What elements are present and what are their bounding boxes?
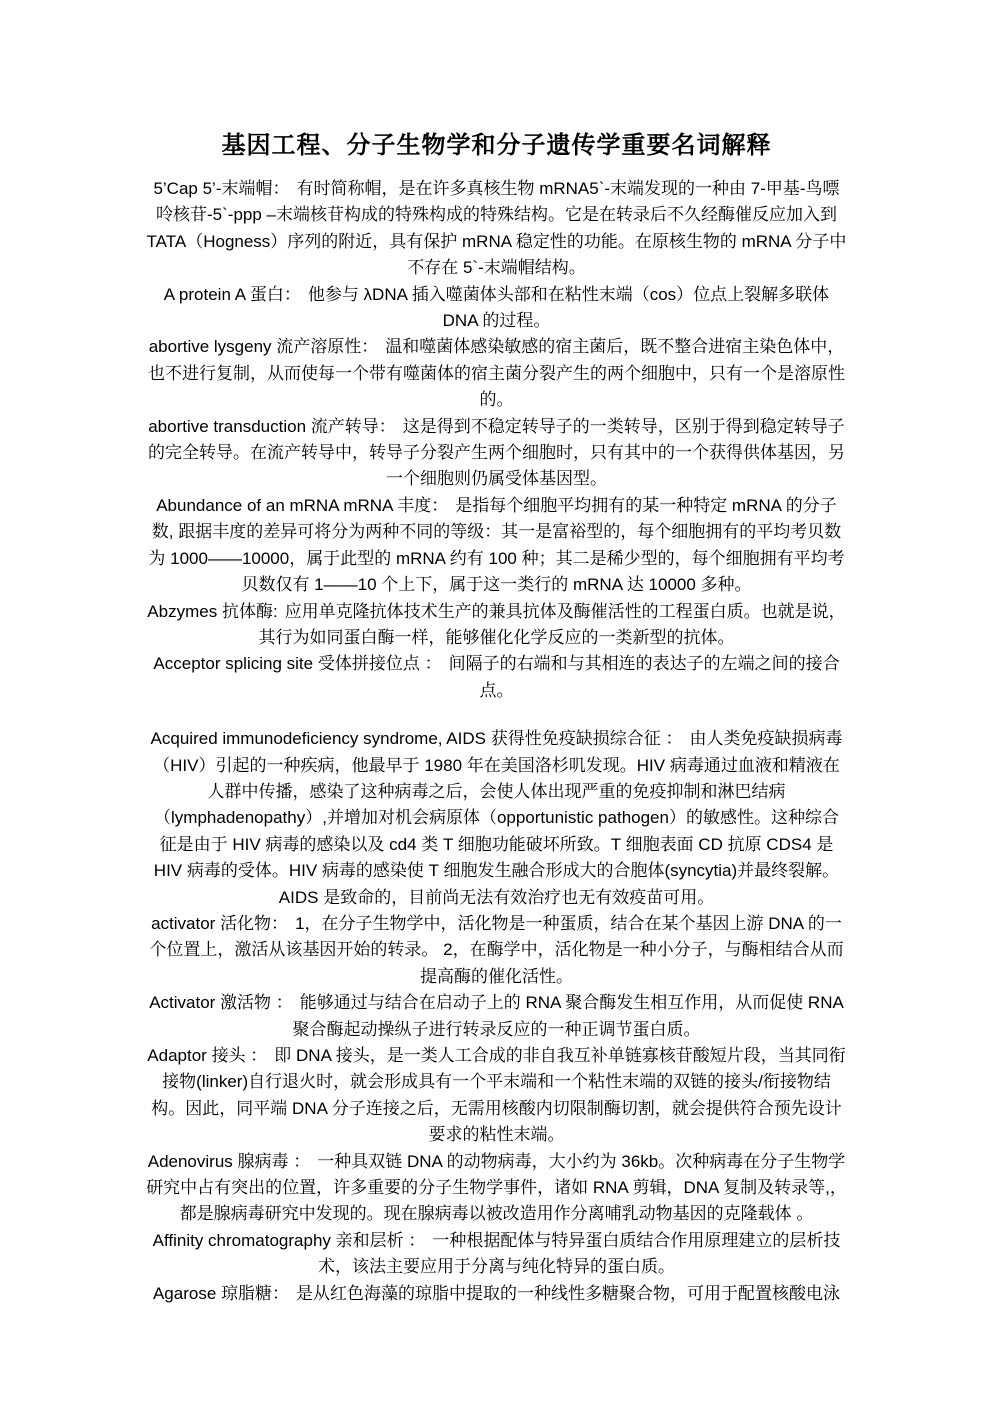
glossary-entry xyxy=(146,911,847,990)
entry-term-en: Acceptor splicing site xyxy=(153,654,314,674)
entry-term-en: Acquired immunodeficiency syndrome, AIDS xyxy=(150,729,486,749)
entry-definition: 间隔子的右端和与其相连的表达子的左端之间的接合点。 xyxy=(448,654,840,700)
glossary-entry xyxy=(146,726,847,911)
entry-term-zh: 获得性免疫缺损综合征 ： xyxy=(490,729,683,749)
entry-definition: 一种具双链 DNA 的动物病毒，大小约为 36kb。次种病毒在分子生物学研究中占有突出的位置，许多重要的分子生物学事件，诸如 RNA 剪辑，DNA 复制及转录等,，都是腺病毒研究中发现的。现在腺病毒以被改造用作分离哺乳动物基因的克隆载体 。 xyxy=(146,1151,847,1224)
entry-definition: 一种根据配体与特异蛋白质结合作用原理建立的层析技术，该法主要应用于分离与纯化特异的蛋白质。 xyxy=(318,1230,841,1277)
entry-definition: 他参与 λDNA 插入噬菌体头部和在粘性末端（cos）位点上裂解多联体 DNA 的过程。 xyxy=(307,284,830,331)
entry-term-zh: A 蛋白： xyxy=(234,284,301,304)
glossary-entry xyxy=(146,990,847,1043)
entry-definition: 能够通过与结合在启动子上的 RNA 聚合酶发生相互作用，从而促使 RNA 聚合酶起动操纵子进行转录反应的一种正调节蛋白质。 xyxy=(292,993,844,1039)
entry-term-zh: 流产溶原性： xyxy=(276,337,379,357)
glossary-entry xyxy=(146,599,847,652)
entry-definition: 温和噬菌体感染敏感的宿主菌后，既不整合进宿主染色体中，也不进行复制，从而使每一个带有噬菌体的宿主菌分裂产生的两个细胞中，只有一个是溶原性的。 xyxy=(148,337,845,410)
entry-term-zh: 腺病毒 ： xyxy=(237,1151,311,1171)
glossary-entry xyxy=(146,176,847,282)
glossary-entry xyxy=(146,282,847,335)
entry-definition: 这是得到不稳定转导子的一类转导，区别于得到稳定转导子的完全转导。在流产转导中，转导子分裂产生两个细胞时，只有其中的一个获得供体基因，另一个细胞则仍属受体基因型。 xyxy=(148,416,845,489)
glossary-entry xyxy=(146,493,847,599)
entry-term-zh: 亲和层析 ： xyxy=(335,1230,426,1250)
glossary-entry xyxy=(146,651,847,704)
entry-term-zh: 接头 ： xyxy=(211,1046,268,1065)
entry-term-zh: 琼脂糖： xyxy=(221,1283,290,1303)
entry-term-en: A protein xyxy=(163,284,231,304)
entry-definition: 是从红色海藻的琼脂中提取的一种线性多糖聚合物，可用于配置核酸电泳 xyxy=(296,1283,841,1303)
entry-term-en: 5’Cap xyxy=(153,179,198,198)
entry-definition: 有时简称帽，是在许多真核生物 mRNA5`-末端发现的一种由 7-甲基-鸟嘌呤核苷-5`-ppp –末端核苷构成的特殊构成的特殊结构。它是在转录后不久经酶催反应加入到 TATA（Hogness）序列的附近，具有保护 mRNA 稳定性的功能。在原核生物的 mRNA 分子中不存在 5`-末端帽结构。 xyxy=(146,179,847,278)
entry-term-zh: 激活物 ： xyxy=(220,993,293,1013)
entry-term-zh: 抗体酶: xyxy=(221,601,278,621)
document-title: 基因工程、分子生物学和分子遗传学重要名词解释 xyxy=(221,133,772,159)
entry-definition: 是指每个细胞平均拥有的某一种特定 mRNA 的分子数, 跟据丰度的差异可将分为两种不同的等级：其一是富裕型的，每个细胞拥有的平均考贝数为 1000——10000，属于此型的 mRNA 约有 100 种；其二是稀少型的，每个细胞拥有平均考贝数仅有 1——10 个上下，属于这一类行的 mRNA 达 10000 多种。 xyxy=(148,495,845,595)
entry-term-zh: 流产转导： xyxy=(310,416,396,436)
glossary-entry xyxy=(146,1149,847,1228)
entry-term-en: abortive lysgeny xyxy=(148,337,272,357)
glossary-entry xyxy=(146,1281,847,1307)
entry-term-en: Abundance of an mRNA xyxy=(156,495,339,515)
entry-term-zh: 受体拼接位点 ： xyxy=(317,654,442,674)
entry-term-en: Activator xyxy=(149,993,216,1013)
entry-term-en: Affinity chromatography xyxy=(152,1230,331,1250)
entry-definition: 1，在分子生物学中，活化物是一种蛋质，结合在某个基因上游 DNA 的一个位置上，激活从该基因开始的转录。 2，在酶学中，活化物是一种小分子，与酶相结合从而提高酶的催化活性。 xyxy=(149,913,844,986)
glossary-list xyxy=(146,176,847,1307)
entry-term-en: Agarose xyxy=(152,1283,217,1303)
entry-term-zh: mRNA 丰度： xyxy=(343,495,449,515)
entry-term-en: Abzymes xyxy=(147,601,218,621)
entry-term-zh: 5’-末端帽： xyxy=(202,179,290,198)
glossary-entry xyxy=(146,414,847,493)
entry-definition: 由人类免疫缺损病毒（HIV）引起的一种疾病，他最早于 1980 年在美国洛杉叽发现。HIV 病毒通过血液和精液在人群中传播，感染了这种病毒之后，会使人体出现严重的免疫抑制和淋巴结病（lymphadenopathy）,并增加对机会病原体（opportunistic pathogen）的敏感性。这种综合征是由于 HIV 病毒的感染以及 cd4 类 T 细胞功能破坏所致。T 细胞表面 CD 抗原 CDS4 是 HIV 病毒的受体。HIV 病毒的感染使 T 细胞发生融合形成大的合胞体(syncytia)并最终裂解。AIDS 是致命的，目前尚无法有效治疗也无有效疫苗可用。 xyxy=(153,729,843,907)
entry-term-en: Adaptor xyxy=(147,1046,207,1065)
glossary-entry xyxy=(146,334,847,413)
entry-definition: 即 DNA 接头，是一类人工合成的非自我互补单链寡核苷酸短片段，当其同衔接物(linker)自行退火时，就会形成具有一个平末端和一个粘性末端的双链的接头/衔接物结构。因此，同平端 DNA 分子连接之后，无需用核酸内切限制酶切割，就会提供符合预先设计要求的粘性末端。 xyxy=(151,1046,846,1145)
entry-definition: 应用单克隆抗体技术生产的兼具抗体及酶催活性的工程蛋白质。也就是说，其行为如同蛋白酶一样，能够催化化学反应的一类新型的抗体。 xyxy=(258,601,846,647)
glossary-entry xyxy=(146,1228,847,1281)
glossary-entry xyxy=(146,1043,847,1149)
entry-term-zh: 活化物： xyxy=(220,913,289,933)
entry-term-en: Adenovirus xyxy=(147,1151,233,1171)
entry-term-en: activator xyxy=(151,913,216,933)
entry-term-en: abortive transduction xyxy=(148,416,307,436)
